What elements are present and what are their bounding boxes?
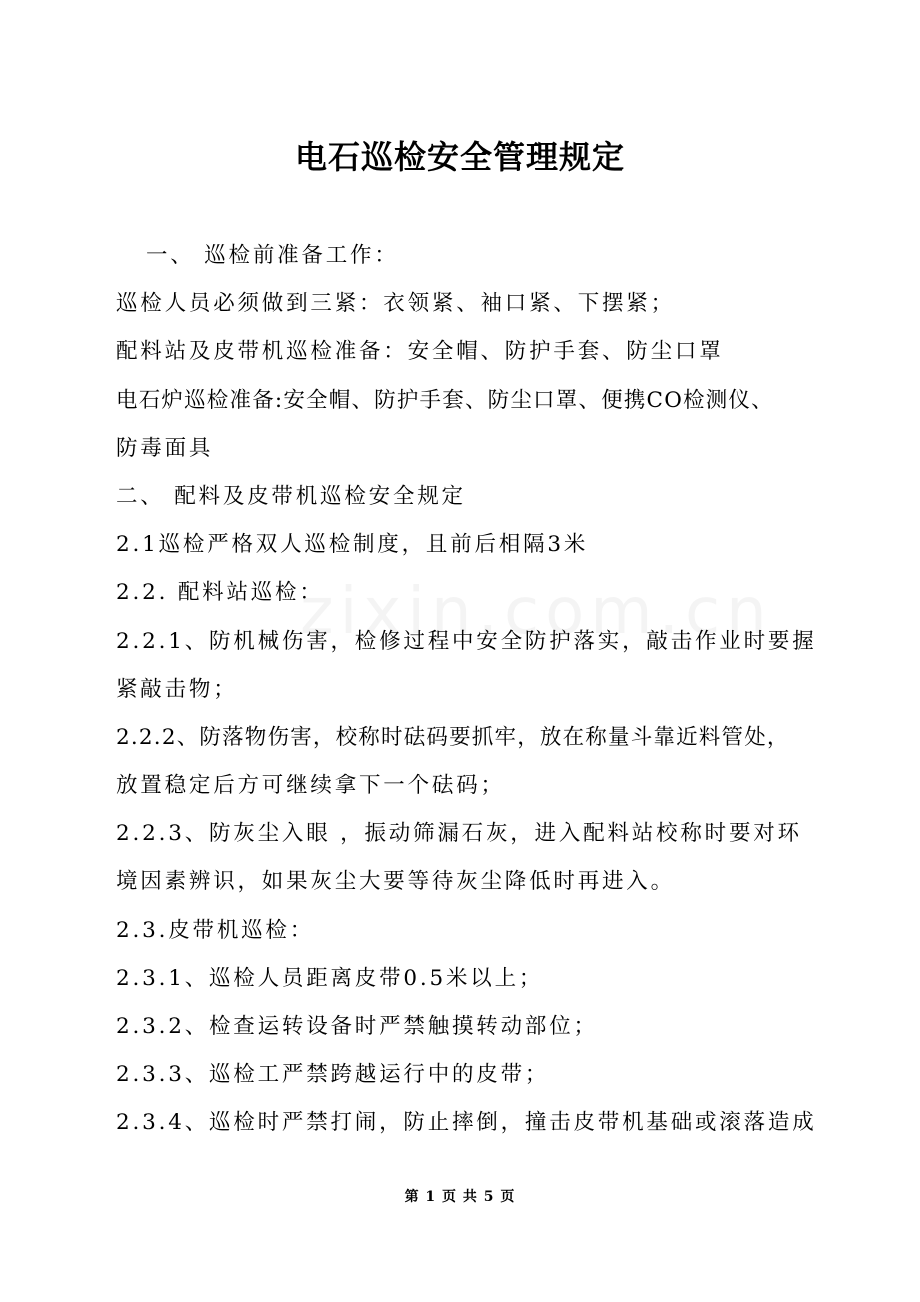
- paragraph-line: 配料站及皮带机巡检准备：安全帽、防护手套、防尘口罩: [116, 339, 724, 365]
- paragraph-line: 巡检人员必须做到三紧：衣领紧、袖口紧、下摆紧；: [116, 291, 675, 317]
- paragraph-line: 2.2.1、防机械伤害，检修过程中安全防护落实，敲击作业时要握: [116, 628, 817, 654]
- paragraph-line: 2.3.2、检查运转设备时严禁触摸转动部位；: [116, 1014, 598, 1039]
- section-heading-1: 一、 巡检前准备工作：: [146, 243, 399, 268]
- paragraph-line: 防毒面具: [116, 435, 214, 461]
- subsection-heading: 2.3.皮带机巡检：: [116, 917, 315, 943]
- paragraph-line: 境因素辨识，如果灰尘大要等待灰尘降低时再进入。: [116, 869, 675, 895]
- page-footer: 第 1 页 共 5 页: [404, 1189, 516, 1205]
- document-title: 电石巡检安全管理规定: [294, 138, 625, 176]
- paragraph-line: 2.3.4、巡检时严禁打闹，防止摔倒，撞击皮带机基础或滚落造成: [116, 1110, 817, 1136]
- paragraph-line: 紧敲击物；: [116, 676, 238, 702]
- paragraph-line: 2.3.3、巡检工严禁跨越运行中的皮带；: [116, 1062, 550, 1088]
- paragraph-line: 2.2.2、防落物伤害，校称时砝码要抓牢，放在称量斗靠近料管处，: [116, 724, 790, 750]
- subsection-heading: 2.2. 配料站巡检：: [116, 580, 324, 606]
- paragraph-line: 2.2.3、防灰尘入眼 ，振动筛漏石灰，进入配料站校称时要对环: [116, 821, 802, 847]
- paragraph-line: 2.1巡检严格双人巡检制度，且前后相隔3米: [116, 532, 589, 558]
- paragraph-line: 放置稳定后方可继续拿下一个砝码；: [116, 773, 505, 799]
- paragraph-line: 2.3.1、巡检人员距离皮带0.5米以上；: [116, 965, 544, 991]
- paragraph-line: 电石炉巡检准备:安全帽、防护手套、防尘口罩、便携CO检测仪、: [116, 387, 774, 413]
- document-body: [116, 232, 816, 1148]
- section-heading-2: 二、 配料及皮带机巡检安全规定: [116, 483, 466, 509]
